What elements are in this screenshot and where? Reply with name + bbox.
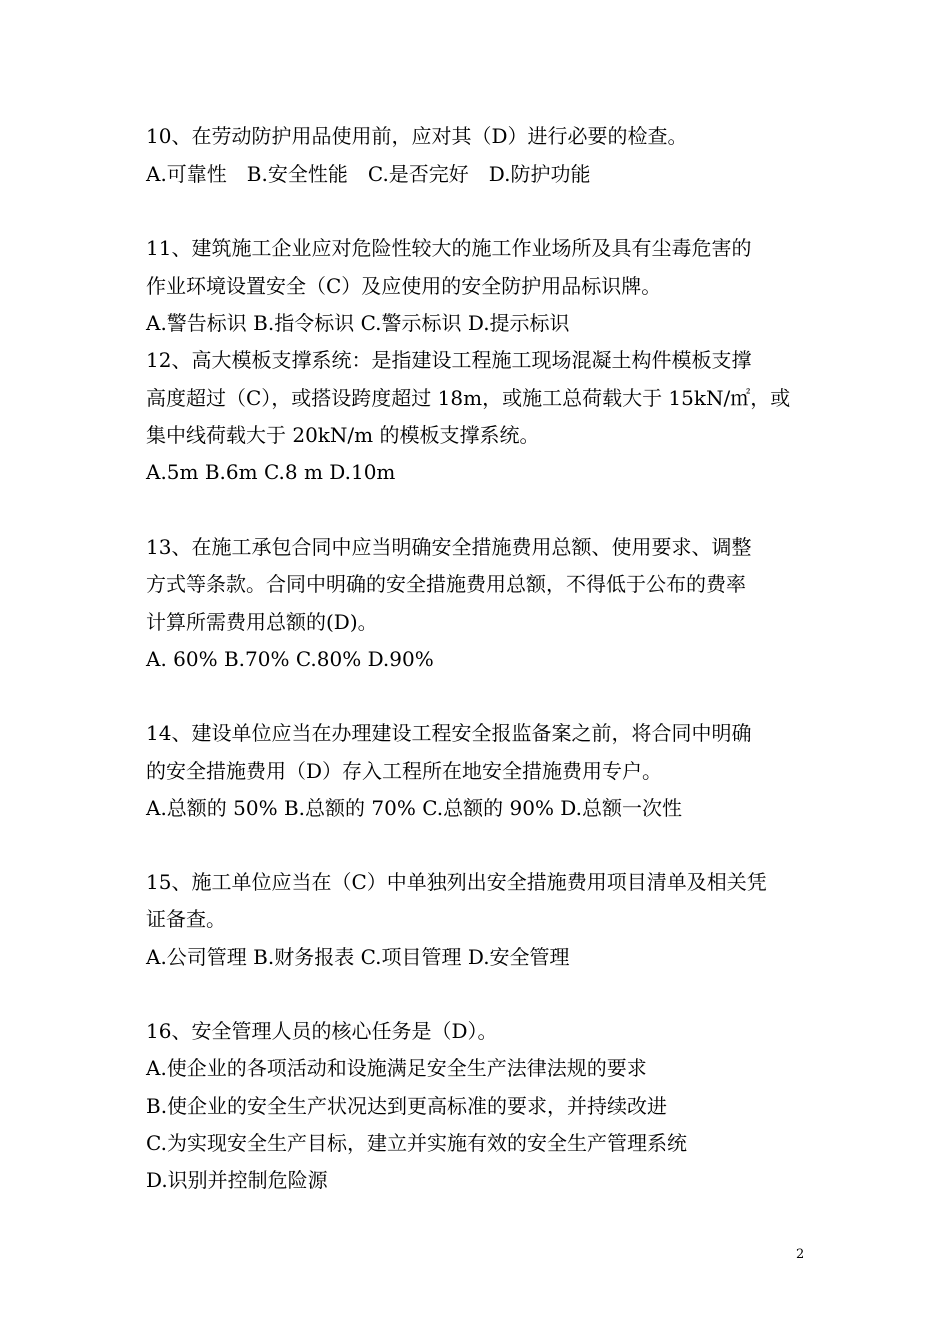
question-12-text-line-1: 12、高大模板支撑系统：是指建设工程施工现场混凝土构件模板支撑 xyxy=(146,348,752,372)
question-12-options: A.5m B.6m C.8 m D.10m xyxy=(146,460,396,484)
question-11-options: A.警告标识 B.指令标识 C.警示标识 D.提示标识 xyxy=(146,311,570,335)
question-15-text-line-1: 15、施工单位应当在（C）中单独列出安全措施费用项目清单及相关凭 xyxy=(146,870,767,894)
page-number: 2 xyxy=(796,1247,805,1262)
question-11-text-line-2: 作业环境设置安全（C）及应使用的安全防护用品标识牌。 xyxy=(146,274,662,298)
question-13-text-line-3: 计算所需费用总额的(D)。 xyxy=(146,610,378,634)
question-10-text-line-1: 10、在劳动防护用品使用前，应对其（D）进行必要的检查。 xyxy=(146,124,688,148)
question-16-text-line-1: 16、安全管理人员的核心任务是（D）。 xyxy=(146,1019,498,1043)
question-14-text-line-1: 14、建设单位应当在办理建设工程安全报监备案之前，将合同中明确 xyxy=(146,721,752,745)
question-13-text-line-1: 13、在施工承包合同中应当明确安全措施费用总额、使用要求、调整 xyxy=(146,535,752,559)
question-16-option-d: D.识别并控制危险源 xyxy=(146,1168,328,1192)
question-15-options: A.公司管理 B.财务报表 C.项目管理 D.安全管理 xyxy=(146,945,570,969)
question-13-text-line-2: 方式等条款。合同中明确的安全措施费用总额，不得低于公布的费率 xyxy=(146,572,746,596)
question-14-text-line-2: 的安全措施费用（D）存入工程所在地安全措施费用专户。 xyxy=(146,759,663,783)
question-10-options: A.可靠性 B.安全性能 C.是否完好 D.防护功能 xyxy=(146,162,591,186)
question-16-option-a: A.使企业的各项活动和设施满足安全生产法律法规的要求 xyxy=(146,1056,647,1080)
question-12-text-line-3: 集中线荷载大于 20kN/m 的模板支撑系统。 xyxy=(146,423,540,447)
question-16-option-c: C.为实现安全生产目标，建立并实施有效的安全生产管理系统 xyxy=(146,1131,687,1155)
question-11-text-line-1: 11、建筑施工企业应对危险性较大的施工作业场所及具有尘毒危害的 xyxy=(146,236,752,260)
question-15-text-line-2: 证备查。 xyxy=(146,907,226,931)
question-16-option-b: B.使企业的安全生产状况达到更高标准的要求，并持续改进 xyxy=(146,1094,668,1118)
question-13-options: A. 60% B.70% C.80% D.90% xyxy=(146,647,434,671)
question-12-text-line-2: 高度超过（C），或搭设跨度超过 18m，或施工总荷载大于 15kN/㎡，或 xyxy=(146,386,791,410)
question-14-options: A.总额的 50% B.总额的 70% C.总额的 90% D.总额一次性 xyxy=(146,796,682,820)
